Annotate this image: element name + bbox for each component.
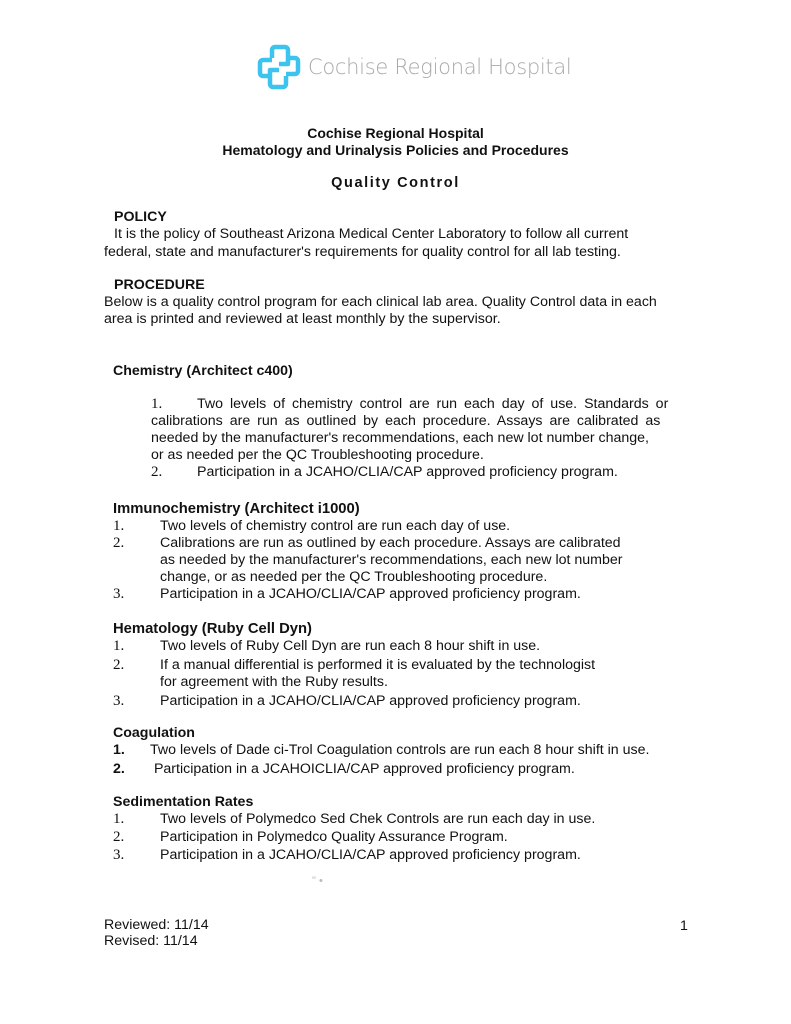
- list-text: change, or as needed per the QC Troubleshooting procedure.: [160, 569, 548, 585]
- list-item: [113, 847, 595, 864]
- list-item-continuation: or as needed per the QC Troubleshooting procedure.: [151, 447, 484, 463]
- procedure-line-1: Below is a quality control program for each clinical lab area. Quality Control data in each: [104, 294, 657, 310]
- list-text: Participation in a JCAHO/CLIA/CAP approved proficiency program.: [160, 847, 581, 863]
- list-text: Participation in a JCAHO/CLIA/CAP approved proficiency program.: [160, 693, 581, 709]
- hematology-list: [113, 638, 595, 710]
- list-number: 2.: [113, 657, 125, 673]
- list-text: Two levels of Polymedco Sed Chek Controls are run each day in use.: [160, 811, 596, 827]
- immunochemistry-list: [113, 518, 623, 603]
- list-number: 2.: [113, 535, 125, 551]
- list-item: [113, 761, 649, 778]
- list-text: Two levels of chemistry control are run each day of use.: [160, 518, 511, 534]
- section-heading-chemistry: Chemistry (Architect c400): [113, 363, 293, 379]
- list-text: If a manual differential is performed it is evaluated by the technologist: [160, 657, 596, 673]
- list-text: Two levels of Dade ci-Trol Coagulation controls are run each 8 hour shift in use.: [150, 742, 650, 758]
- list-text: Calibrations are run as outlined by each procedure. Assays are calibrated: [160, 535, 621, 551]
- stray-marks: " •: [312, 875, 323, 887]
- list-item: [113, 811, 595, 828]
- list-number: 2.: [113, 761, 125, 777]
- page-number: 1: [680, 918, 688, 934]
- list-item-continuation: calibrations are run as outlined by each procedure. Assays are calibrated as: [151, 413, 661, 429]
- list-number: 1.: [151, 396, 163, 412]
- list-number: 3.: [113, 693, 125, 709]
- section-heading-coagulation: Coagulation: [113, 725, 195, 741]
- list-number: 1.: [113, 518, 125, 534]
- procedure-heading: PROCEDURE: [114, 277, 205, 293]
- list-number: 3.: [113, 847, 125, 863]
- page-title: Quality Control: [331, 175, 460, 191]
- coagulation-list: [113, 742, 649, 778]
- procedure-line-2: area is printed and reviewed at least monthly by the supervisor.: [104, 311, 501, 327]
- list-item: [113, 829, 595, 846]
- sedimentation-list: [113, 811, 595, 864]
- hospital-logo: [256, 44, 571, 90]
- list-text: Participation in a JCAHO/CLIA/CAP approved proficiency program.: [160, 586, 581, 602]
- section-heading-immunochemistry: Immunochemistry (Architect i1000): [113, 501, 360, 517]
- chemistry-list: [151, 396, 688, 481]
- policy-line-1: It is the policy of Southeast Arizona Medical Center Laboratory to follow all current: [114, 226, 629, 242]
- list-text: Participation in Polymedco Quality Assurance Program.: [160, 829, 508, 845]
- policy-heading: POLICY: [114, 209, 167, 225]
- list-text: as needed by the manufacturer's recommendations, each new lot number: [160, 552, 623, 568]
- list-number: 1.: [113, 638, 125, 654]
- list-item: [113, 518, 623, 535]
- list-item: [113, 693, 595, 710]
- document-subtitle: Hematology and Urinalysis Policies and Procedures: [222, 142, 569, 158]
- list-item: [151, 464, 688, 481]
- list-number: 3.: [113, 586, 125, 602]
- document-org-title: Cochise Regional Hospital: [307, 125, 484, 141]
- logo-text: Cochise Regional Hospital: [308, 55, 572, 79]
- section-heading-sedimentation: Sedimentation Rates: [113, 794, 254, 810]
- list-text: Participation in a JCAHOICLIA/CAP approved proficiency program.: [150, 761, 575, 777]
- list-item: [113, 657, 595, 691]
- list-item: [113, 638, 595, 655]
- list-number: 2.: [113, 829, 125, 845]
- list-text: Participation in a JCAHO/CLIA/CAP approved proficiency program.: [197, 464, 618, 480]
- list-text: Two levels of chemistry control are run each day of use. Standards or: [197, 396, 669, 412]
- section-heading-hematology: Hematology (Ruby Cell Dyn): [113, 621, 312, 637]
- list-item: [113, 742, 649, 759]
- list-number: 1.: [113, 742, 125, 758]
- list-item-continuation: needed by the manufacturer's recommendations, each new lot number change,: [151, 430, 649, 446]
- list-item: [113, 535, 623, 586]
- footer-reviewed: Reviewed: 11/14: [104, 917, 209, 933]
- list-text: for agreement with the Ruby results.: [160, 674, 388, 690]
- list-number: 2.: [151, 464, 163, 480]
- footer-revised: Revised: 11/14: [104, 933, 198, 949]
- list-item: [151, 396, 688, 413]
- medical-cross-icon: [256, 44, 302, 90]
- policy-line-2: federal, state and manufacturer's requirements for quality control for all lab testing.: [104, 244, 621, 260]
- list-number: 1.: [113, 811, 125, 827]
- list-item: [113, 586, 623, 603]
- list-text: Two levels of Ruby Cell Dyn are run each 8 hour shift in use.: [160, 638, 541, 654]
